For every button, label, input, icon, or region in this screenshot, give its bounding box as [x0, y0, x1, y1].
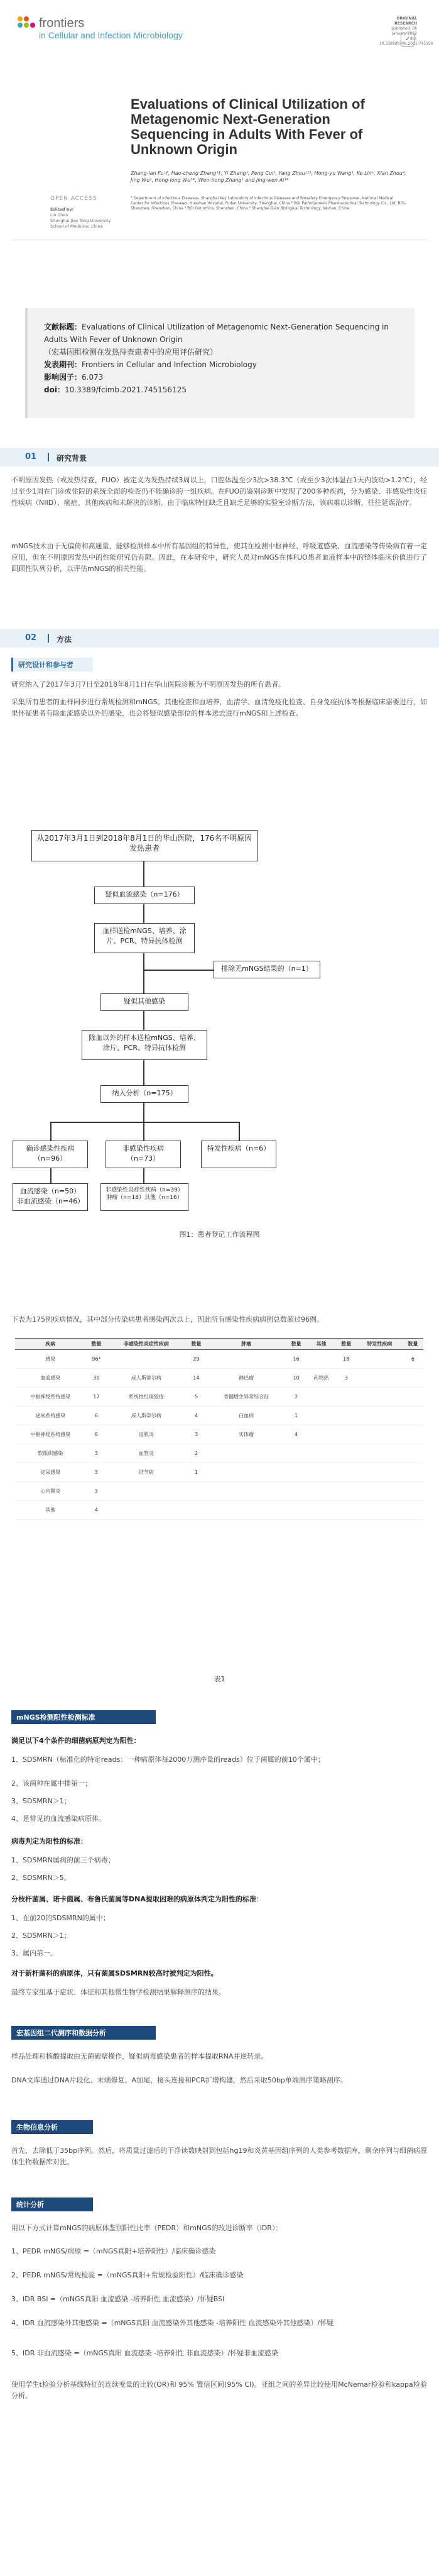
table-header-cell: 数量 — [286, 1339, 306, 1350]
table-cell — [357, 1407, 403, 1425]
table-cell: 1 — [186, 1463, 207, 1482]
formula-5: 5、IDR 非血流感染 =（mNGS真阳 血流感染 -培养阳性 非血流感染）/怀疑非血流感染 — [11, 2349, 279, 2357]
flow-box-infectious: 确诊感染性疾病（n=96） — [13, 1141, 88, 1168]
table-cell: 3 — [336, 1369, 357, 1388]
editor-name: Lin Chen — [50, 213, 68, 218]
table-cell — [207, 1350, 286, 1369]
table-cell — [403, 1444, 423, 1463]
table-cell — [107, 1501, 186, 1520]
table-row — [15, 1463, 423, 1482]
journal-brand: frontiers — [39, 16, 85, 30]
journal-name: in Cellular and Infection Microbiology — [39, 30, 183, 40]
editor-affiliation: Shanghai Jiao Tong University School of Medicine, China — [50, 218, 111, 229]
flow-connector — [143, 861, 144, 887]
flow-connector — [50, 1122, 239, 1123]
table-header-cell: 非感染性炎症性疾病 — [107, 1339, 186, 1350]
table-cell — [207, 1444, 286, 1463]
article-affiliations: ¹ Department of Infectious Diseases, Shanghai Key Laboratory of Infectious Diseases and Biosafety Emergency Response, National Medical Center for Infectious Diseases, Huashan Hospital, Fudan University, Shanghai, China ² BGI PathoGenesis Pharmaceutical Technology Co., Ltd, BGI-Shenzhen, Shenzhen, China ³ BGI Genomics, Shenzhen, China ⁴ Shanghai Dian Biological Technology, Wuhan, China — [131, 196, 406, 211]
table-cell — [336, 1407, 357, 1425]
table-cell — [286, 1482, 306, 1501]
table-cell: 系统性红斑狼疮 — [107, 1388, 186, 1407]
myco-criteria-head: 分枝杆菌属、诺卡菌属、布鲁氏菌属等DNA提取困难的病原体判定为阳性的标准： — [11, 1895, 263, 1903]
table-cell: 感染 — [15, 1350, 86, 1369]
background-paragraph-1: 不明原因发热（或发热待查，FUO）被定义为发热持续3周以上，口腔体温至少3次>38.3℃（或至少3次体温在1天内波动>1.2℃），经过至少1周在门诊或住院的系统全面的检查仍不能确诊的一组疾病。在FUO的鉴别诊断中发现了200多种疾病，分为感染、非感染性炎症性疾病（NIID）、癌症、其他疾病和未解决的诊断。由于临床特征缺乏且缺乏足够的实验室诊断方法，该病难以诊断，往往延误治疗。 — [11, 476, 427, 507]
table-cell: 3 — [86, 1444, 107, 1463]
background-paragraph-2: mNGS技术由于无偏倚和高通量，能够检测样本中所有基因组的特异性，使其在检测中枢神经、呼吸道感染、血流感染等传染病有着一定应用，但在不明原因发热中的性能研究仍有限。因此，在本研究中，研究人员对mNGS在体FUO患者血液样本中的整体临床价值进行了回顾性队列分析，以评估mNGS的相关性能。 — [11, 542, 427, 573]
flow-box-excluded: 排除无mNGS结果的（n=1） — [214, 961, 320, 978]
table-cell: 29 — [186, 1350, 207, 1369]
table-cell — [207, 1482, 286, 1501]
citation-box — [25, 308, 415, 418]
section-divider — [48, 453, 49, 462]
table-cell: 血管炎 — [107, 1444, 186, 1463]
table-cell — [357, 1369, 403, 1388]
table-cell — [306, 1501, 335, 1520]
table-cell — [357, 1425, 403, 1444]
flow-connector — [143, 1122, 144, 1141]
patient-flowchart — [6, 830, 433, 1289]
statistics-paragraph: 使用学生t检验分析基线特征的连续变量的比较(OR)和 95% 置信区间(95% CI)。亚组之间的差异比较使用McNemar检验和kappa检验分析。 — [11, 2380, 427, 2400]
table-cell: 1 — [286, 1407, 306, 1425]
table-cell: 4 — [86, 1501, 107, 1520]
table-header-cell: 肿瘤 — [207, 1339, 286, 1350]
table-row — [15, 1350, 423, 1369]
section-header-methods — [0, 629, 439, 648]
table-cell: 6 — [86, 1407, 107, 1425]
table-header-cell: 其他 — [306, 1339, 335, 1350]
flow-connector — [143, 970, 214, 971]
table-cell — [207, 1463, 286, 1482]
table-cell — [186, 1482, 207, 1501]
bacteria-criteria-1: 1、SDSMRN（标准化的特定reads：一种病原体每2000万测序量的reads）位于菌属的前10个属中； — [11, 1755, 325, 1764]
table-cell: 淋巴瘤 — [207, 1369, 286, 1388]
formula-1: 1、PEDR mNGS/病原 =（mNGS真阳+培养阳性）/临床确诊感染 — [11, 2247, 216, 2255]
doi-small: doi: 10.3389/fcimb.2021.745156 — [379, 36, 433, 46]
article-type: ORIGINAL RESEARCH — [394, 16, 417, 26]
article-authors: Zhang-lan Fu¹†, Hao-cheng Zhang¹†, Yi Zhang¹, Peng Cui¹, Yang Zhou¹²³, Hong-yu Wang¹, Ke Lin¹, Xian Zhou⁴, Jing Wu¹, Hong-long Wu⁵*, Wen-hong Zhang¹ and Jing-wen Ai¹* — [131, 170, 406, 183]
frontiers-logo-icon — [18, 16, 35, 34]
section-title: 研究背景 — [57, 454, 87, 463]
table-cell: 成人斯蒂尔病 — [107, 1407, 186, 1425]
table-row — [15, 1444, 423, 1463]
journal-header — [18, 13, 433, 46]
table-cell — [306, 1350, 335, 1369]
flow-box-idiopathic: 特发性疾病（n=6） — [201, 1141, 276, 1168]
formula-2: 2、PEDR mNGS/常规检验 =（mNGS真阳+常规检验阳性）/临床确诊感染 — [11, 2271, 244, 2279]
table-cell — [306, 1482, 335, 1501]
table-cell — [336, 1425, 357, 1444]
table-cell — [357, 1463, 403, 1482]
formula-3: 3、IDR BSI =（mNGS真阳 血流感染 -培养阳性 血流感染）/怀疑BSI — [11, 2295, 225, 2303]
table-cell — [403, 1369, 423, 1388]
table-cell: 4 — [186, 1407, 207, 1425]
table-header-cell: 数量 — [86, 1339, 107, 1350]
flow-connector — [143, 904, 144, 923]
table-header-cell: 疾病 — [15, 1339, 86, 1350]
article-first-page — [11, 8, 433, 240]
virus-criteria-2: 2、SDSMRN＞5。 — [11, 1874, 71, 1882]
cite-journal-label: 发表期刊： — [44, 360, 82, 369]
table-cell: 6 — [86, 1425, 107, 1444]
table-cell — [306, 1388, 335, 1407]
flow-connector — [143, 1103, 144, 1122]
flow-box-noninfectious: 非感染性疾病（n=73） — [106, 1141, 181, 1168]
methods-paragraph-2: 采集所有患者的血样同步进行常规检测和mNGS。其他检查和血培养，血清学、血清免疫化检查、自身免疫抗体等根据临床需要进行，如果怀疑患者有除血流感染以外的感染，也会将疑似感染部位的样本送去进行mNGS和上述检查。 — [11, 698, 427, 717]
flow-connector — [143, 1060, 144, 1085]
flow-connector — [143, 1011, 144, 1030]
table-header-cell: 特发性疾病 — [357, 1339, 403, 1350]
table-cell — [403, 1388, 423, 1407]
section-number: 02 — [25, 633, 37, 643]
methods-paragraph-1: 研究纳入了2017年3月7日至2018年8月1日在华山医院诊断为不明原因发热的所有患者。 — [11, 680, 285, 688]
table-cell: 16 — [286, 1350, 306, 1369]
table-cell — [336, 1501, 357, 1520]
table-cell — [403, 1463, 423, 1482]
table-cell: 10 — [286, 1369, 306, 1388]
final-interpretation: 最终专家组基于症状、体征和其他微生物学检测结果解释测序的结果。 — [11, 1988, 225, 1996]
table-cell — [306, 1444, 335, 1463]
disease-table — [15, 1338, 423, 1659]
table-cell — [336, 1463, 357, 1482]
flow-box-other-infection: 疑似其他感染 — [100, 993, 188, 1011]
table-body — [15, 1350, 423, 1520]
cite-title-label: 文献标题： — [44, 323, 82, 331]
table-cell: 3 — [86, 1463, 107, 1482]
table-cell: 3 — [186, 1425, 207, 1444]
flow-box-enrolled: 从2017年3月1日到2018年8月1日的华山医院，176名不明原因发热患者 — [31, 830, 257, 861]
check-for-updates-icon[interactable]: ✓ — [401, 33, 415, 47]
table-cell: 其他 — [15, 1501, 86, 1520]
flow-box-noninfectious-split: 非感染性炎症性疾病（n=39）肿瘤（n=18）其他（n=16） — [100, 1183, 188, 1211]
table-cell — [403, 1482, 423, 1501]
flow-connector — [239, 1122, 240, 1141]
subsection-statistics: 统计分析 — [11, 2197, 93, 2211]
flow-connector — [50, 1168, 51, 1183]
table-cell — [286, 1444, 306, 1463]
flow-box-suspected-bsi: 疑似血流感染（n=176） — [94, 887, 195, 904]
table-cell — [306, 1407, 335, 1425]
table-row — [15, 1425, 423, 1444]
table-cell — [207, 1501, 286, 1520]
section-title: 方法 — [57, 635, 72, 644]
table-cell: 实体瘤 — [207, 1425, 286, 1444]
table-cell: 血流感染 — [15, 1369, 86, 1388]
section-divider — [48, 634, 49, 643]
table-cell — [403, 1501, 423, 1520]
subsection-positive-criteria: mNGS检测阳性检测标准 — [11, 1710, 156, 1724]
table-cell: 骨髓增生异常综合征 — [207, 1388, 286, 1407]
open-access-label: OPEN ACCESS — [50, 196, 97, 202]
flow-connector — [143, 1168, 144, 1183]
table-cell: 成人斯蒂尔病 — [107, 1369, 186, 1388]
table-row — [15, 1482, 423, 1501]
formula-4: 4、IDR 血流感染外其他感染 =（mNGS真阳 血流感染外其他感染 -培养阳性 血流感染外其他感染）/怀疑 — [11, 2319, 334, 2327]
myco-criteria-1: 1、在前20的SDSMRN的属中； — [11, 1914, 110, 1922]
table-cell: 17 — [86, 1388, 107, 1407]
table-cell: 药物热 — [306, 1369, 335, 1388]
table-header-row — [15, 1339, 423, 1350]
cite-title-cn: （宏基因组检测在发热待查患者中的应用评估研究） — [44, 348, 218, 357]
table-cell — [306, 1463, 335, 1482]
sequencing-paragraph-2: DNA文库通过DNA片段化、末端修复、A加尾、接头连接和PCR扩增构建，然后采取50bp单端测序策略测序。 — [11, 2076, 347, 2084]
edited-by-label: Edited by: — [50, 207, 74, 212]
table-cell — [357, 1444, 403, 1463]
table-cell: 泌尿系统感染 — [15, 1407, 86, 1425]
table-header-cell: 数量 — [336, 1339, 357, 1350]
flow-connector — [143, 953, 144, 993]
table-cell: 结节病 — [107, 1463, 186, 1482]
subsection-sequencing: 宏基因组二代测序和数据分析 — [11, 2026, 156, 2040]
flow-box-bsi-split: 血流感染（n=50）非血流感染（n=46） — [13, 1183, 88, 1211]
virus-criteria-head: 病毒判定为阳性的标准： — [11, 1837, 87, 1845]
myco-criteria-3: 3、属内第一。 — [11, 1949, 57, 1957]
table-cell: 白血病 — [207, 1407, 286, 1425]
table-cell: 中枢神经系统感染 — [15, 1425, 86, 1444]
section-number: 01 — [25, 452, 37, 462]
table-cell — [357, 1501, 403, 1520]
bacteria-criteria-4: 4、是常见的血流感染病原体。 — [11, 1815, 106, 1823]
flow-box-analysis: 纳入分析（n=175） — [100, 1085, 188, 1103]
table-row — [15, 1388, 423, 1407]
side-meta — [50, 196, 122, 229]
myco-criteria-2: 2、SDSMRN＞1； — [11, 1932, 71, 1940]
bacteria-criteria-head: 满足以下4个条件的细菌病原判定为阳性： — [11, 1737, 141, 1745]
bacteria-criteria-3: 3、SDSMRN＞1； — [11, 1797, 71, 1805]
subsection-design: 研究设计和参与者 — [11, 658, 93, 672]
section-header-background — [0, 448, 439, 467]
table-header-cell: 数量 — [403, 1339, 423, 1350]
table-cell: 2 — [286, 1388, 306, 1407]
table-row — [15, 1501, 423, 1520]
table-cell: 心内膜炎 — [15, 1482, 86, 1501]
table-cell — [186, 1501, 207, 1520]
flow-box-other-tests: 除血以外的样本送检mNGS、培养、涂片、PCR、特异抗体检测 — [82, 1030, 207, 1060]
table-cell: 3 — [86, 1482, 107, 1501]
table-cell: 软组织感染 — [15, 1444, 86, 1463]
table-cell — [357, 1388, 403, 1407]
article-title: Evaluations of Clinical Utilization of Metagenomic Next-Generation Sequencing in Adults With Fever of Unknown Origin — [131, 96, 365, 157]
table-cell — [336, 1444, 357, 1463]
table-cell — [286, 1501, 306, 1520]
bacteria-criteria-2: 2、该菌种在属中排第一； — [11, 1779, 92, 1788]
table-cell: 18 — [336, 1350, 357, 1369]
table-cell: 皮肌炎 — [107, 1425, 186, 1444]
cite-if: 6.073 — [82, 373, 104, 382]
table-cell — [107, 1482, 186, 1501]
table-cell: 96* — [86, 1350, 107, 1369]
bioinformatics-paragraph: 首先，去除低于35bp序列。然后，将质量过滤后的干净读数映射到包括hg19和炎黄基因组序列的人类参考数据库，剩余序列与细菌病原体生物数据库对比。 — [11, 2147, 427, 2166]
table-intro: 下表为175例疾病情况，其中部分传染病患者感染两次以上，因此所有感染性疾病病例总数超过96例。 — [11, 1315, 323, 1324]
published-date: published: 06 January 2022 — [391, 26, 417, 36]
table-cell: 30 — [86, 1369, 107, 1388]
cite-journal: Frontiers in Cellular and Infection Microbiology — [82, 360, 257, 369]
table-cell — [357, 1482, 403, 1501]
table-cell — [403, 1407, 423, 1425]
table-cell: 6 — [403, 1350, 423, 1369]
figure-caption: 图1：患者登记工作流程图 — [179, 1230, 260, 1239]
table-row — [15, 1407, 423, 1425]
table-cell: 14 — [186, 1369, 207, 1388]
table-cell — [107, 1350, 186, 1369]
cite-title: Evaluations of Clinical Utilization of Metagenomic Next-Generation Sequencing in Adults With Fever of Unknown Origin — [44, 323, 389, 344]
flow-box-blood-tests: 血样送检mNGS、培养、涂片、PCR、特异抗体检测 — [94, 923, 195, 953]
table-cell: 中枢神经系统感染 — [15, 1388, 86, 1407]
table-cell — [357, 1350, 403, 1369]
table-row — [15, 1369, 423, 1388]
table-cell — [336, 1482, 357, 1501]
cite-doi: 10.3389/fcimb.2021.745156125 — [64, 385, 187, 394]
table-cell: 4 — [286, 1425, 306, 1444]
table-cell: 泌尿感染 — [15, 1463, 86, 1482]
other-criteria-head: 对于新杆菌科的病原体，只有菌属SDSMRN较高时被判定为阳性。 — [11, 1969, 218, 1977]
table-cell: 2 — [186, 1444, 207, 1463]
table-cell — [403, 1425, 423, 1444]
disease-table-grid — [15, 1338, 423, 1520]
cite-doi-label: doi： — [44, 385, 65, 394]
statistics-intro: 用以下方式计算mNGS的病原体鉴别阳性比率（PEDR）和mNGS的改进诊断率（IDR）： — [11, 2224, 283, 2232]
table-cell: 5 — [186, 1388, 207, 1407]
table-cell — [286, 1463, 306, 1482]
table-caption: 表1 — [214, 1675, 225, 1683]
sequencing-paragraph-1: 样品处理和核酸提取由无菌破壁操作，疑似病毒感染患者的样本提取RNA并逆转录。 — [11, 2052, 268, 2060]
cite-if-label: 影响因子： — [44, 373, 82, 382]
table-header-cell: 数量 — [186, 1339, 207, 1350]
subsection-bioinformatics: 生物信息分析 — [11, 2120, 93, 2134]
table-cell — [336, 1388, 357, 1407]
table-cell — [306, 1425, 335, 1444]
flow-connector — [50, 1122, 51, 1141]
virus-criteria-1: 1、SDSMRN属病的前三个病毒； — [11, 1856, 115, 1864]
